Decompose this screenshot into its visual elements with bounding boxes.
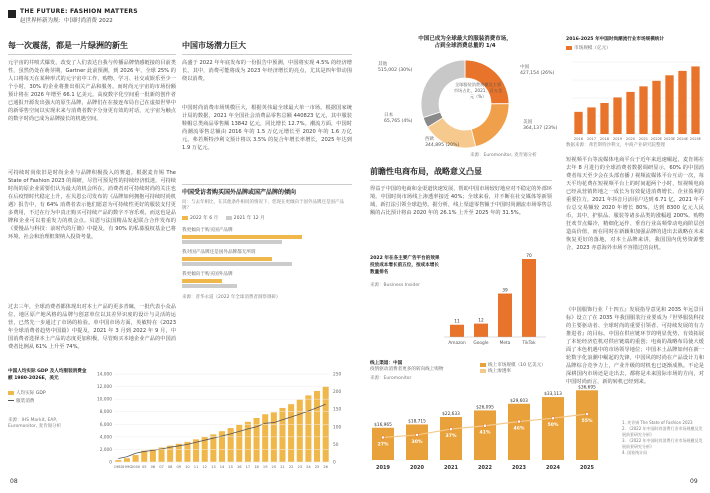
brand-chart-title: 中国受访者购买国外品牌或国产品牌的倾向 xyxy=(182,189,297,196)
legend-swatch xyxy=(8,400,14,401)
paragraph-goldman: 高盛于 2022 年年底发布的一份报告中预测，中国将实现 4.5% 的经济增长，其中，消费可能将成为 2023 年经济增长的亮点，尤其是四年带动围绕以消费。 xyxy=(182,60,352,82)
gdp-source: 来源：IHS Markit, EAP, Euromonitor, 麦肯锡分析 xyxy=(8,418,62,429)
trend-source: 数据来源：弗若斯特沙利文，中商产业研究院整理 xyxy=(566,143,665,148)
x-tick-label: 22 xyxy=(288,465,294,469)
x-tick-label: 23 xyxy=(297,465,303,469)
pie-label-jp: 日本 65,765 (4%) xyxy=(384,113,413,124)
gdp-bar xyxy=(254,418,260,462)
brand-legend: 2022 年 6 月 2021 年 12 月 xyxy=(182,215,352,221)
x-tick-label: 1980 xyxy=(113,465,123,469)
legend-swatch xyxy=(480,369,486,373)
x-tick-label: 17 xyxy=(245,465,251,469)
x-tick-label: 13 xyxy=(211,465,216,469)
brand-source: 来源：普华永道《2022 年全球消费者洞察调研》 xyxy=(182,295,281,300)
x-tick-label: 10 xyxy=(185,465,190,469)
x-tick-label: 26 xyxy=(323,465,328,469)
ad-chart-title: 2022 年在各主要广告平台的效果投放成本增长前五位，按成本增长数量排名 xyxy=(370,256,440,275)
legend-swatch xyxy=(480,363,486,367)
trend-bar xyxy=(574,112,582,134)
x-tick-label: 12 xyxy=(202,465,208,469)
ad-bar xyxy=(450,325,464,337)
gdp-bar xyxy=(305,395,311,462)
bar-2022 xyxy=(182,279,222,283)
footnote-4: 4. 国家统计局 xyxy=(622,450,648,455)
gdp-legend-line: 服装消费 xyxy=(8,398,88,404)
online-bar-value: $29,603 xyxy=(510,398,528,404)
ecom-section xyxy=(370,166,552,233)
paragraph-market-scale: 中国时尚消费市场规模巨大，根据英伟最全球最大单一市场。根据国家统计局的数据，2021 年全国社会消费品零售总额 440823 亿元，其中服装鞋帽总类商品零售额 13842 亿元，同比增长 12.7%。潮流方面，中国时尚潮流零售总额由 2016 年的 1.5 万亿元增长至 2020 年的 1.6 万亿元。弗若斯特沙利文预计将以 3.5% 的复合年增长率增长，2025 年达到 1.9 万亿元。 xyxy=(182,105,352,151)
trend-bar xyxy=(652,81,660,134)
y-tick-label: 12,000 xyxy=(96,385,112,391)
gdp-bar xyxy=(271,412,277,462)
gdp-bar xyxy=(288,404,294,462)
gdp-bar xyxy=(245,422,251,462)
online-x-label: 2022 xyxy=(478,465,492,471)
y-tick-label: 10,000 xyxy=(96,397,112,403)
online-chart-subtitle: 疫情驱动消费者更多的转向线上购物 xyxy=(370,367,444,372)
x-tick-label: 16 xyxy=(236,465,242,469)
trend-x-label: 2018 xyxy=(599,137,610,141)
online-legend-line: 线上渗透率 xyxy=(480,368,546,374)
gdp-bar xyxy=(279,408,285,462)
online-chart-source: 来源：Euromonitor xyxy=(370,376,412,381)
trend-x-label: 2025E xyxy=(689,137,702,141)
x-tick-label: 09 xyxy=(176,465,182,469)
y-tick-label: 14,000 xyxy=(96,372,112,378)
trend-chart-info xyxy=(566,36,706,51)
ad-bar-value: 11 xyxy=(454,319,460,325)
legend-swatch xyxy=(8,391,14,395)
trend-x-label: 2024E xyxy=(676,137,689,141)
online-pct-label: 30% xyxy=(411,439,423,445)
y-tick-label: 2,000 xyxy=(99,447,112,453)
penetration-point xyxy=(551,417,554,420)
ad-bar xyxy=(474,324,488,337)
online-x-label: 2020 xyxy=(410,465,424,471)
section-title-potential: 中国市场潜力巨大 xyxy=(182,41,246,50)
report-subtitle: 赵世界杯新为规：中国时尚消费 2022 xyxy=(20,18,113,24)
bar-2022 xyxy=(182,235,302,239)
penetration-point xyxy=(415,433,418,436)
pie-chart xyxy=(395,52,535,162)
trend-x-label: 2017 xyxy=(586,137,597,141)
x-tick-label: 07 xyxy=(159,465,164,469)
x-tick-label: 15 xyxy=(228,465,233,469)
section-title-oasis: 每一次震荡，都是一片绿洲的新生 xyxy=(8,41,128,50)
trend-bar xyxy=(665,75,673,134)
report-title: THE FUTURE: FASHION MATTERS xyxy=(20,8,138,15)
gdp-bar xyxy=(141,451,147,462)
pie-label-we: 西欧 344,895 (20%) xyxy=(425,137,460,148)
paragraph-metaverse: 元宇宙的井喷式爆发，改变了人们表达自我与传播品牌情感链接的目前类性，虽然仍处在萌芽期，Gartner 此前预测，到 2026 年，全球 25% 的人口将每天在某种形式的元宇宙中工作、购物、学习、社交或娱乐至少一个小时，30% 的企业将推出相关产品和服务。而时尚元宇宙的市场份额预计将在 2026 年增至 66.1 亿美元。高度数字化空间重一批新的创作者已通报开源发出强大的原生品牌，品牌们在在接连布局自己在虚拟世界中的新零售空间以实现未来与消费者数字分身更有效的对话，元宇宙为触点的数字时尚已成为品牌接长的机遇空间。 xyxy=(8,60,176,122)
trend-x-label: 2021 xyxy=(638,137,649,141)
trend-bar xyxy=(691,66,699,134)
online-bar-value: $22,633 xyxy=(442,411,460,417)
trend-x-label: 2022E xyxy=(650,137,663,141)
legend-swatch xyxy=(182,216,188,220)
ad-chart-info xyxy=(370,255,440,288)
penetration-point xyxy=(517,420,520,423)
bar-2021 xyxy=(182,284,237,288)
x-tick-label: 25 xyxy=(314,465,320,469)
online-bar xyxy=(576,390,598,460)
y2-tick-label: 0 xyxy=(333,460,336,466)
online-chart xyxy=(366,378,611,476)
x-tick-label: 21 xyxy=(280,465,285,469)
gdp-bar xyxy=(262,414,268,462)
x-tick-label: 05 xyxy=(141,465,147,469)
ad-bar-label: Amazon xyxy=(448,341,466,346)
trend-bar xyxy=(600,103,608,134)
trend-chart xyxy=(566,56,706,142)
x-tick-label: 1990 xyxy=(122,465,132,469)
online-pct-label: 41% xyxy=(479,430,491,436)
x-tick-label: 08 xyxy=(167,465,173,469)
penetration-point xyxy=(381,436,384,439)
online-pct-label: 55% xyxy=(581,419,593,425)
online-x-label: 2023 xyxy=(512,465,526,471)
x-tick-label: 11 xyxy=(193,465,199,469)
pie-source: 来源：Euromonitor, 麦肯锡分析 xyxy=(470,153,537,158)
online-bar-value: $18,715 xyxy=(408,419,426,425)
trend-x-label: 2023E xyxy=(663,137,676,141)
legend-swatch xyxy=(566,46,572,50)
trend-bar xyxy=(613,97,621,134)
section-title-ecom: 前瞻性电商布局，战略意义凸显 xyxy=(370,167,482,176)
gdp-chart-title: 中国人均实际 GDP 及人均服装消费金额 1980-2026E，美元 xyxy=(8,369,87,381)
online-legend-bar: 线上市场规模（10 亿美元） xyxy=(480,362,546,368)
page-number-right: 09 xyxy=(690,478,698,485)
ad-bar-value: 39 xyxy=(502,288,508,294)
y2-tick-label: 100 xyxy=(333,425,342,431)
ad-bar-value: 12 xyxy=(478,318,484,324)
ad-bar-label: Meta xyxy=(499,341,511,346)
pie-slice xyxy=(471,104,509,147)
gdp-bar xyxy=(314,391,320,462)
online-x-label: 2024 xyxy=(546,465,560,471)
pie-label-other: 其他 515,002 (30%) xyxy=(378,62,413,73)
online-pct-label: 27% xyxy=(377,442,389,448)
online-x-label: 2019 xyxy=(376,465,390,471)
paragraph-short-video: 短视频平台等流媒体电商平台于近年来迅速崛起，麦肯锡在去年 8 月进行的全球消费者数据调研显示，60% 的中国消费者每天至少会在头部直播 / 视频流媒体平台互动一次，每天平均花费在短视频平台上的时间超两个小时，短视频电商已经从营销阵地之一成长为有效促进消费增长、企业盈利的重要拉力。2021 年抖音月活用户达到 6.71 亿，2021 年平台总交易额较 2020 年增长 80%，达到 8300 亿元人民币，其中，护肤品、服装等诸多品类的涨幅超 200%。购物狂欢节点爆冷，精细化运作、垂直行业高频带动电商阶层创造高价值，而在同时在新颖和加强品牌的进出去战略在未来恢复更好的落地，对本土品牌来讲，我国国内优势资源整合，2023 亦意海外市场不容错过的良机。 xyxy=(566,157,704,251)
brand-row-domestic: 我更倾向于购买国产品牌 xyxy=(182,228,233,233)
bar-2021 xyxy=(182,262,292,266)
x-tick-label: 14 xyxy=(219,465,225,469)
gdp-legend-bar: 人均实际 GDP xyxy=(8,390,88,396)
penetration-point xyxy=(585,412,588,415)
gdp-chart xyxy=(92,366,350,476)
online-pct-label: 50% xyxy=(547,423,559,429)
ad-bar xyxy=(522,259,536,337)
legend-swatch xyxy=(226,216,232,220)
trend-bar xyxy=(626,92,634,134)
trend-bar xyxy=(639,86,647,134)
online-bar xyxy=(542,397,564,460)
y-tick-label: 6,000 xyxy=(99,422,112,428)
online-pct-label: 37% xyxy=(445,434,457,440)
y-tick-label: 8,000 xyxy=(99,410,112,416)
ad-chart-source: 来源：Business Insider xyxy=(370,283,421,288)
ad-bar xyxy=(498,294,512,337)
y-tick-label: 4,000 xyxy=(99,435,112,441)
online-pct-label: 46% xyxy=(513,426,525,432)
trend-bar xyxy=(587,107,595,134)
penetration-point xyxy=(449,427,452,430)
bar-2021 xyxy=(182,240,282,244)
online-bar-value: $33,113 xyxy=(544,392,562,398)
page-number-left: 08 xyxy=(10,478,18,485)
x-tick-label: 19 xyxy=(262,465,268,469)
brand-chart-question: 问：与去年相比，在其他条件相同的情况下，您现在更倾向于国外品牌还是国产品牌？ xyxy=(182,200,344,211)
x-tick-label: 2000 xyxy=(131,465,141,469)
footnote-3: 3. 《2022 年中国时尚消费行业市场规模及发展前景研究分析》 xyxy=(622,438,703,449)
x-tick-label: 06 xyxy=(150,465,156,469)
x-tick-label: 18 xyxy=(254,465,259,469)
trend-x-label: 2016 xyxy=(573,137,584,141)
x-tick-label: 24 xyxy=(306,465,311,469)
paragraph-sustainable: 可持续时尚依旧是时尚企业与品牌积极投入的赛道。根据麦肯锡 The State of Fashion 2023 的调研，尽管可预见性的持续经济低迷，可持续时尚的原企业需要们认为最大的机会所在。消费者对可持续时尚的关注也在后疫情时代稳定上升，在贝恩公司发布的《品牌如何拥抱可持续时尚机遇》报告中，有 64% 消费者表示他们愿意为可持续性更好的服装支付更多费用，不过在行为中真正购买可持续产品的数字不容乐观，而这也是品牌和企业可以着重发力的机会点。贝恩与法国精品发起联合合作发布的《要慢品与科技：前时代的厅籍》中提及，有 90% 的私募股权基金已将环境、社会和治理框架纳入投资考量。 xyxy=(8,170,176,240)
ad-bar-label: TikTok xyxy=(522,341,536,346)
trend-chart-title: 2016-2025 年中国时尚潮流行业市场规模统计 xyxy=(566,37,664,42)
brand-preference-chart xyxy=(182,184,352,300)
penetration-point xyxy=(483,424,486,427)
online-bar xyxy=(508,404,530,460)
y2-tick-label: 150 xyxy=(333,407,342,413)
y2-tick-label: 200 xyxy=(333,390,342,396)
trend-x-label: 2019 xyxy=(612,137,623,141)
x-tick-label: 20 xyxy=(271,465,277,469)
bar-2022 xyxy=(182,257,272,261)
ad-bar-label: Google xyxy=(473,341,489,346)
pie-title: 中国已成为全球最大的服装消费市场， 占到全球消费总量的 1/4 xyxy=(418,36,512,49)
online-bar-value: $36,695 xyxy=(578,385,596,391)
brand-row-neutral: 我对国产品牌还是国外品牌都无所谓 xyxy=(182,250,256,255)
ad-bar-value: 70 xyxy=(526,254,532,259)
y-tick-label: 0 xyxy=(109,460,112,466)
online-legend xyxy=(480,362,546,374)
y2-tick-label: 250 xyxy=(333,372,342,378)
footnote-1: 1. 麦肯锡 The State of Fashion 2023 xyxy=(622,420,693,425)
ad-cost-chart xyxy=(440,253,550,353)
footnotes xyxy=(622,420,706,456)
column-1 xyxy=(8,40,176,383)
gdp-chart-info xyxy=(8,368,88,430)
brand-row-foreign: 我更倾向于购买国外品牌 xyxy=(182,272,233,277)
gdp-bar xyxy=(167,446,173,462)
gdp-bar xyxy=(115,460,121,462)
online-chart-title: 线上渠道：中国 xyxy=(370,361,403,366)
footnote-2: 2. 《2022 年中国时尚消费行业市场规模及发展前景研究分析》 xyxy=(622,426,703,437)
paragraph-14th-plan: 《中国服饰行业『十四五』发展指导意见和 2035 年远景目标》设立了在 2035 年我国服装行业要成为『世界服装科技的主要驱动者、全球时尚的重要引领者、可持续发展的有力推进者』的目标。中国在供应链环节的明显优势，有效拓展了本轮经济危机对供应链端的重创；电商的战略布局使大缓面了本色机遇中的市场领导地位；中国本土品牌如何在新一轮数字化浪潮中崛起的先锋，中国风的时尚在产品设计力和品牌综合竞争力上，产业升级的时机也已逐渐成熟。不论是深耕国内市场还是走出去，都将是未来国际市场的方向，对中国时尚而言，新的转机已经到来。 xyxy=(566,307,704,385)
online-x-label: 2025 xyxy=(580,465,594,471)
pie-center-text: 全球服装消费规模及主要市场占比，2021，百万美元（%） xyxy=(453,82,503,99)
trend-bar xyxy=(678,71,686,134)
gdp-bar xyxy=(124,458,130,462)
online-bar-value: $26,095 xyxy=(476,405,494,411)
gdp-bar xyxy=(150,449,156,462)
column-4 xyxy=(566,156,704,410)
paragraph-ecom: 得益于中国的电商和金渠道快速发展，帮助中国市场较好地应对不稳定的外部环境。中国时尚市场线上渗透率接近 40%；全球来看，并不断在社交媒体等新领域，新打法引领全球趋势。据分析，线上渠道零售额于中国时尚潮流市场零售总额的占比预计将由 2020 年的 26.1% 上升至 2025 年的 31.5%。 xyxy=(370,186,552,216)
paragraph-local-brands: 过去三年，全球消费者都体现出对本土产品的更多青睐，一批代表小众品位、地区原产地风格的品牌与创意单位以其差异识度的设计与灵活的运营，已然先一步通过了市场的检验。单中国市场方面，英敏特在《2023 年全球消费者趋势中国篇》中提及，2021 年 3 月到 2022 年 9 月，中国消费者选择本土产品的态度更加积极，尽管购买本地企业产品的中国消费者比例从 61% 上升至 74%。 xyxy=(8,304,176,350)
logo-mark xyxy=(8,10,16,18)
gdp-bar xyxy=(133,455,139,462)
pie-label-us: 美国 364,137 (23%) xyxy=(523,120,558,131)
online-bar-value: $16,965 xyxy=(374,422,392,428)
trend-legend: 市场规模（亿元） xyxy=(566,45,706,51)
trend-x-label: 2020 xyxy=(625,137,636,141)
y2-tick-label: 50 xyxy=(333,442,339,448)
gdp-bar xyxy=(297,400,303,462)
online-x-label: 2021 xyxy=(444,465,458,471)
column-2 xyxy=(182,40,352,300)
pie-label-china: 中国 427,154 (26%) xyxy=(520,65,555,76)
